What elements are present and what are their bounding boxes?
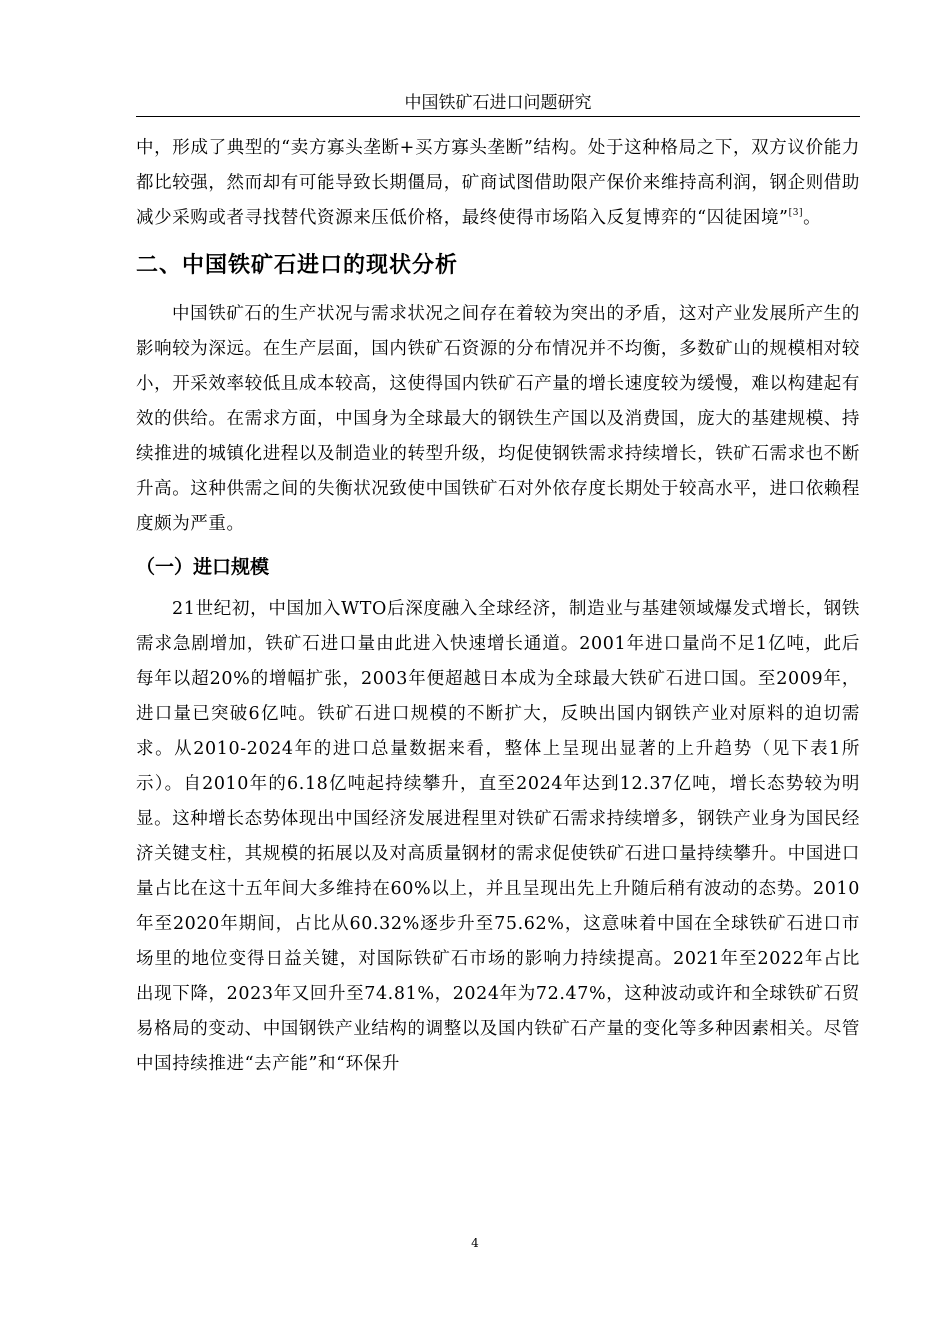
citation-ref: [3]: [788, 208, 804, 218]
intro-paragraph: [136, 131, 860, 236]
intro-end: 。: [803, 208, 822, 228]
subsection-heading: （一）进口规模: [136, 556, 270, 578]
page-header: [136, 90, 860, 117]
intro-text: 中，形成了典型的“卖方寡头垄断+买方寡头垄断”结构。处于这种格局之下，双方议价能力都比较强，然而却有可能导致长期僵局，矿商试图借助限产保价来维持高利润，钢企则借助减少采购或者寻找替代资源来压低价格，最终使得市场陷入反复博弈的“囚徒困境”: [136, 138, 860, 228]
page-number: 4: [471, 1236, 479, 1250]
section-paragraph: 中国铁矿石的生产状况与需求状况之间存在着较为突出的矛盾，这对产业发展所产生的影响较为深远。在生产层面，国内铁矿石资源的分布情况并不均衡，多数矿山的规模相对较小，开采效率较低且成本较高，这使得国内铁矿石产量的增长速度较为缓慢，难以构建起有效的供给。在需求方面，中国身为全球最大的钢铁生产国以及消费国，庞大的基建规模、持续推进的城镇化进程以及制造业的转型升级，均促使钢铁需求持续增长，铁矿石需求也不断升高。这种供需之间的失衡状况致使中国铁矿石对外依存度长期处于较高水平，进口依赖程度颇为严重。: [136, 304, 860, 534]
page-content: [136, 131, 860, 1082]
section-heading: 二、中国铁矿石进口的现状分析: [136, 253, 459, 278]
subsection-paragraph: 21世纪初，中国加入WTO后深度融入全球经济，制造业与基建领域爆发式增长，钢铁需求急剧增加，铁矿石进口量由此进入快速增长通道。2001年进口量尚不足1亿吨，此后每年以超20%的增幅扩张，2003年便超越日本成为全球最大铁矿石进口国。至2009年，进口量已突破6亿吨。铁矿石进口规模的不断扩大，反映出国内钢铁产业对原料的迫切需求。从2010-2024年的进口总量数据来看，整体上呈现出显著的上升趋势（见下表1所示）。自2010年的6.18亿吨起持续攀升，直至2024年达到12.37亿吨，增长态势较为明显。这种增长态势体现出中国经济发展进程里对铁矿石需求持续增多，钢铁产业身为国民经济关键支柱，其规模的拓展以及对高质量钢材的需求促使铁矿石进口量持续攀升。中国进口量占比在这十五年间大多维持在60%以上，并且呈现出先上升随后稍有波动的态势。2010年至2020年期间，占比从60.32%逐步升至75.62%，这意味着中国在全球铁矿石进口市场里的地位变得日益关键，对国际铁矿石市场的影响力持续提高。2021年至2022年占比出现下降，2023年又回升至74.81%，2024年为72.47%，这种波动或许和全球铁矿石贸易格局的变动、中国钢铁产业结构的调整以及国内铁矿石产量的变化等多种因素相关。尽管中国持续推进“去产能”和“环保升: [136, 599, 860, 1074]
header-title: 中国铁矿石进口问题研究: [404, 93, 592, 113]
